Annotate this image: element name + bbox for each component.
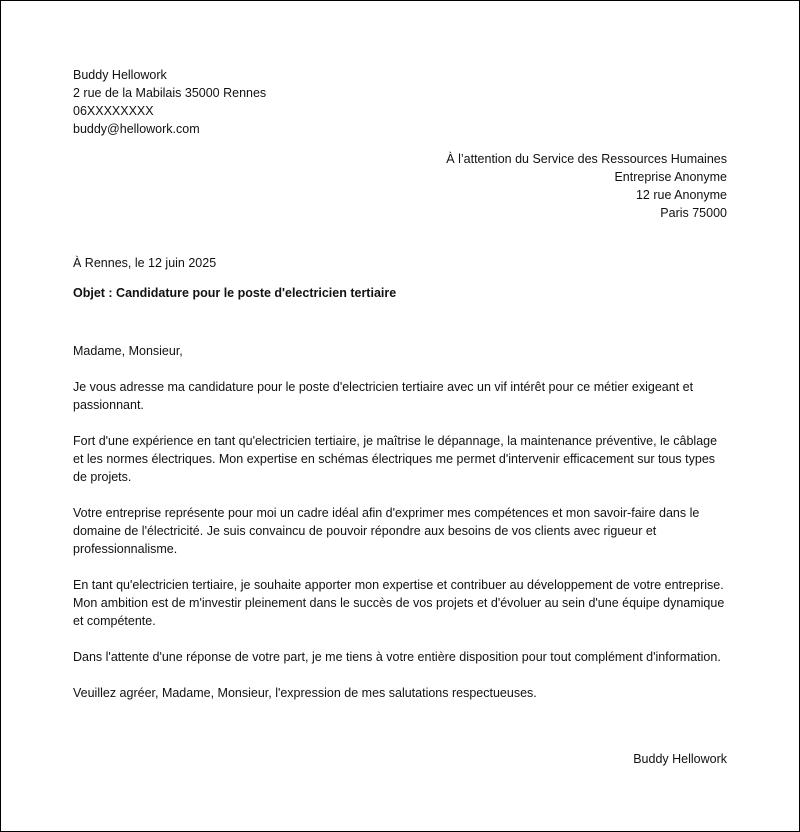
sender-block: [73, 66, 266, 138]
recipient-block: [446, 150, 727, 222]
body-paragraph: Votre entreprise représente pour moi un cadre idéal afin d'exprimer mes compétences et mon savoir-faire dans le domaine de l'électricité. Je suis convaincu de pouvoir répondre aux besoins de vos clients avec rigueur et professionnalisme.: [73, 506, 700, 556]
recipient-company: Entreprise Anonyme: [614, 170, 727, 184]
recipient-attention: À l’attention du Service des Ressources Humaines: [446, 152, 727, 166]
recipient-street: 12 rue Anonyme: [635, 188, 727, 202]
letter-body: [73, 342, 729, 720]
sender-address: 2 rue de la Mabilais 35000 Rennes: [73, 86, 267, 100]
sender-phone: 06XXXXXXXX: [73, 104, 154, 118]
body-paragraph: En tant qu'electricien tertiaire, je souhaite apporter mon expertise et contribuer au développement de votre entreprise. Mon ambition est de m'investir pleinement dans le succès de vos projets et d'évoluer au sein d'une équipe dynamique et compétente.: [73, 578, 725, 628]
body-paragraph: Je vous adresse ma candidature pour le poste d'electricien tertiaire avec un vif intérêt pour ce métier exigeant et passionnant.: [73, 380, 694, 412]
sender-email: buddy@hellowork.com: [73, 122, 200, 136]
body-paragraph: Fort d'une expérience en tant qu'electricien tertiaire, je maîtrise le dépannage, la maintenance préventive, le câblage et les normes électriques. Mon expertise en schémas électriques me permet d'intervenir efficacement sur tous types de projets.: [73, 434, 718, 484]
signature: Buddy Hellowork: [633, 752, 727, 766]
salutation: Madame, Monsieur,: [73, 344, 183, 358]
letter-subject: Objet : Candidature pour le poste d'electricien tertiaire: [73, 286, 397, 300]
sender-name: Buddy Hellowork: [73, 68, 167, 82]
recipient-city: Paris 75000: [660, 206, 727, 220]
letter-date: À Rennes, le 12 juin 2025: [73, 256, 217, 270]
closing-paragraph: Veuillez agréer, Madame, Monsieur, l'expression de mes salutations respectueuses.: [73, 686, 537, 700]
body-paragraph: Dans l'attente d'une réponse de votre part, je me tiens à votre entière disposition pour tout complément d'information.: [73, 650, 721, 664]
